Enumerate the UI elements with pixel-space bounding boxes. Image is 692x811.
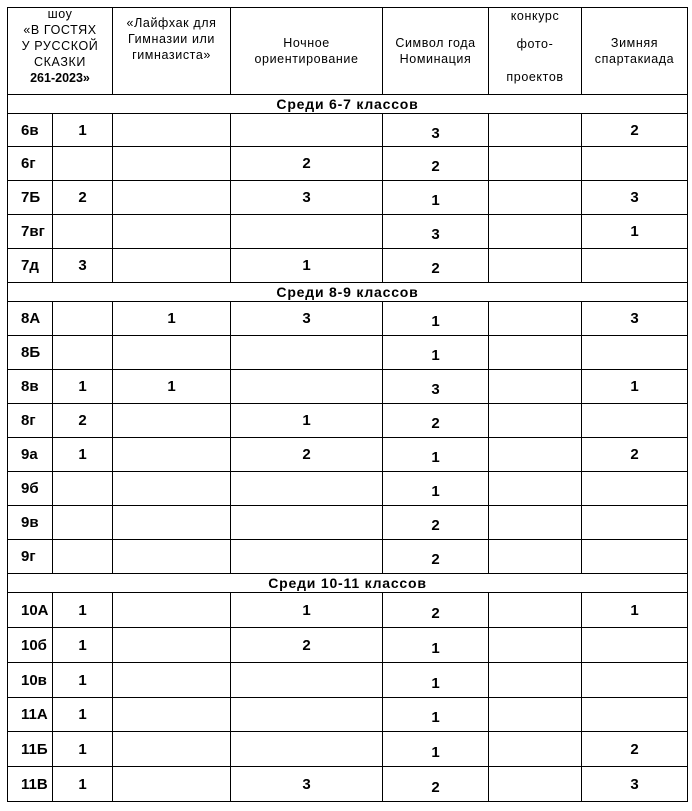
orient-cell: 1: [231, 593, 383, 628]
class-cell: 7вг: [8, 215, 53, 249]
lifehack-cell: [113, 404, 231, 438]
header-photo: [489, 8, 582, 95]
symbol-cell: 2: [383, 147, 489, 181]
header-symbol-line1: Символ года: [395, 36, 476, 50]
symbol-cell: 1: [383, 438, 489, 472]
show-cell: [53, 540, 113, 574]
sport-cell: [582, 506, 688, 540]
photo-cell: [489, 114, 582, 147]
header-symbol: [383, 8, 489, 95]
show-cell: [53, 472, 113, 506]
header-sport: [582, 8, 688, 95]
photo-cell: [489, 767, 582, 802]
show-cell: [53, 147, 113, 181]
class-cell: 11Б: [8, 732, 53, 767]
class-cell: 9г: [8, 540, 53, 574]
table-row: [8, 147, 688, 181]
symbol-cell: 1: [383, 732, 489, 767]
show-cell: 1: [53, 698, 113, 732]
show-cell: 1: [53, 114, 113, 147]
table-row: [8, 732, 688, 767]
header-show-line1: шоу: [47, 7, 73, 21]
photo-cell: [489, 181, 582, 215]
header-lifehack-text: «Лайфхак для Гимназии или гимназиста»: [126, 16, 217, 62]
sport-cell: 1: [582, 593, 688, 628]
lifehack-cell: [113, 336, 231, 370]
symbol-cell: 2: [383, 506, 489, 540]
table-row: [8, 540, 688, 574]
lifehack-cell: [113, 698, 231, 732]
sport-cell: [582, 663, 688, 698]
lifehack-cell: [113, 767, 231, 802]
sport-cell: 2: [582, 438, 688, 472]
header-show-line5: 261-2023»: [30, 71, 90, 85]
show-cell: 1: [53, 628, 113, 663]
photo-cell: [489, 249, 582, 283]
symbol-cell: 3: [383, 370, 489, 404]
table-row: [8, 698, 688, 732]
table-row: [8, 181, 688, 215]
lifehack-cell: 1: [113, 370, 231, 404]
section-header-row: [8, 283, 688, 302]
show-cell: 1: [53, 370, 113, 404]
photo-cell: [489, 698, 582, 732]
header-show: [8, 8, 113, 95]
header-photo-line3: проектов: [506, 70, 564, 84]
results-table-body: [8, 8, 688, 802]
symbol-cell: 2: [383, 767, 489, 802]
photo-cell: [489, 404, 582, 438]
header-photo-line1: конкурс: [510, 9, 560, 23]
sport-cell: 3: [582, 767, 688, 802]
class-cell: 6в: [8, 114, 53, 147]
table-row: [8, 593, 688, 628]
orient-cell: [231, 663, 383, 698]
lifehack-cell: [113, 181, 231, 215]
sport-cell: 1: [582, 370, 688, 404]
photo-cell: [489, 215, 582, 249]
lifehack-cell: [113, 215, 231, 249]
header-row: [8, 8, 688, 95]
sport-cell: [582, 628, 688, 663]
symbol-cell: 1: [383, 336, 489, 370]
header-show-line3: У РУССКОЙ: [21, 39, 99, 53]
orient-cell: [231, 732, 383, 767]
symbol-cell: 2: [383, 404, 489, 438]
photo-cell: [489, 663, 582, 698]
lifehack-cell: [113, 540, 231, 574]
symbol-cell: 2: [383, 593, 489, 628]
lifehack-cell: [113, 593, 231, 628]
orient-cell: 2: [231, 438, 383, 472]
section-title: Среди 10-11 классов: [8, 574, 688, 593]
photo-cell: [489, 732, 582, 767]
section-header-row: [8, 574, 688, 593]
photo-cell: [489, 506, 582, 540]
sport-cell: [582, 698, 688, 732]
orient-cell: 3: [231, 767, 383, 802]
header-orient-text: Ночное ориентирование: [254, 36, 359, 66]
class-cell: 11А: [8, 698, 53, 732]
orient-cell: 1: [231, 404, 383, 438]
photo-cell: [489, 472, 582, 506]
symbol-cell: 2: [383, 249, 489, 283]
show-cell: 2: [53, 181, 113, 215]
results-table: [7, 7, 688, 802]
class-cell: 10в: [8, 663, 53, 698]
header-symbol-line2: Номинация: [399, 52, 472, 66]
orient-cell: 1: [231, 249, 383, 283]
photo-cell: [489, 628, 582, 663]
symbol-cell: 3: [383, 215, 489, 249]
class-cell: 8в: [8, 370, 53, 404]
class-cell: 6г: [8, 147, 53, 181]
lifehack-cell: [113, 628, 231, 663]
lifehack-cell: 1: [113, 302, 231, 336]
class-cell: 10А: [8, 593, 53, 628]
photo-cell: [489, 438, 582, 472]
sport-cell: [582, 147, 688, 181]
table-row: [8, 438, 688, 472]
table-row: [8, 249, 688, 283]
table-row: [8, 506, 688, 540]
orient-cell: [231, 370, 383, 404]
orient-cell: [231, 698, 383, 732]
show-cell: 1: [53, 663, 113, 698]
class-cell: 7Б: [8, 181, 53, 215]
orient-cell: [231, 540, 383, 574]
show-cell: [53, 302, 113, 336]
class-cell: 7д: [8, 249, 53, 283]
photo-cell: [489, 370, 582, 404]
class-cell: 8Б: [8, 336, 53, 370]
sport-cell: [582, 249, 688, 283]
table-row: [8, 767, 688, 802]
sport-cell: [582, 540, 688, 574]
symbol-cell: 1: [383, 698, 489, 732]
header-orient: [231, 8, 383, 95]
show-cell: [53, 506, 113, 540]
photo-cell: [489, 593, 582, 628]
class-cell: 9б: [8, 472, 53, 506]
photo-cell: [489, 302, 582, 336]
show-cell: [53, 215, 113, 249]
show-cell: 3: [53, 249, 113, 283]
orient-cell: [231, 472, 383, 506]
symbol-cell: 1: [383, 472, 489, 506]
lifehack-cell: [113, 732, 231, 767]
sport-cell: [582, 404, 688, 438]
lifehack-cell: [113, 506, 231, 540]
symbol-cell: 1: [383, 663, 489, 698]
show-cell: 1: [53, 767, 113, 802]
orient-cell: 2: [231, 147, 383, 181]
sport-cell: 3: [582, 302, 688, 336]
symbol-cell: 3: [383, 114, 489, 147]
orient-cell: 2: [231, 628, 383, 663]
show-cell: [53, 336, 113, 370]
header-sport-text: Зимняя спартакиада: [594, 36, 675, 66]
table-row: [8, 404, 688, 438]
table-row: [8, 628, 688, 663]
table-row: [8, 302, 688, 336]
show-cell: 1: [53, 593, 113, 628]
class-cell: 10б: [8, 628, 53, 663]
lifehack-cell: [113, 438, 231, 472]
table-row: [8, 114, 688, 147]
sport-cell: [582, 336, 688, 370]
header-photo-line2: фото-: [516, 37, 554, 51]
section-header-row: [8, 95, 688, 114]
orient-cell: [231, 336, 383, 370]
symbol-cell: 1: [383, 628, 489, 663]
show-cell: 1: [53, 732, 113, 767]
header-lifehack: [113, 8, 231, 95]
orient-cell: 3: [231, 181, 383, 215]
sport-cell: 2: [582, 732, 688, 767]
lifehack-cell: [113, 114, 231, 147]
class-cell: 8г: [8, 404, 53, 438]
lifehack-cell: [113, 249, 231, 283]
sport-cell: 2: [582, 114, 688, 147]
show-cell: 2: [53, 404, 113, 438]
symbol-cell: 1: [383, 302, 489, 336]
header-show-line2: «В ГОСТЯХ: [23, 23, 97, 37]
sport-cell: [582, 472, 688, 506]
class-cell: 9в: [8, 506, 53, 540]
orient-cell: [231, 506, 383, 540]
table-row: [8, 663, 688, 698]
sport-cell: 3: [582, 181, 688, 215]
lifehack-cell: [113, 472, 231, 506]
table-row: [8, 336, 688, 370]
symbol-cell: 2: [383, 540, 489, 574]
class-cell: 9а: [8, 438, 53, 472]
orient-cell: [231, 114, 383, 147]
show-cell: 1: [53, 438, 113, 472]
symbol-cell: 1: [383, 181, 489, 215]
photo-cell: [489, 147, 582, 181]
section-title: Среди 6-7 классов: [8, 95, 688, 114]
sport-cell: 1: [582, 215, 688, 249]
photo-cell: [489, 336, 582, 370]
class-cell: 11В: [8, 767, 53, 802]
lifehack-cell: [113, 663, 231, 698]
header-show-line4: СКАЗКИ: [34, 55, 86, 69]
orient-cell: [231, 215, 383, 249]
table-row: [8, 472, 688, 506]
orient-cell: 3: [231, 302, 383, 336]
photo-cell: [489, 540, 582, 574]
lifehack-cell: [113, 147, 231, 181]
table-row: [8, 215, 688, 249]
table-row: [8, 370, 688, 404]
class-cell: 8А: [8, 302, 53, 336]
section-title: Среди 8-9 классов: [8, 283, 688, 302]
